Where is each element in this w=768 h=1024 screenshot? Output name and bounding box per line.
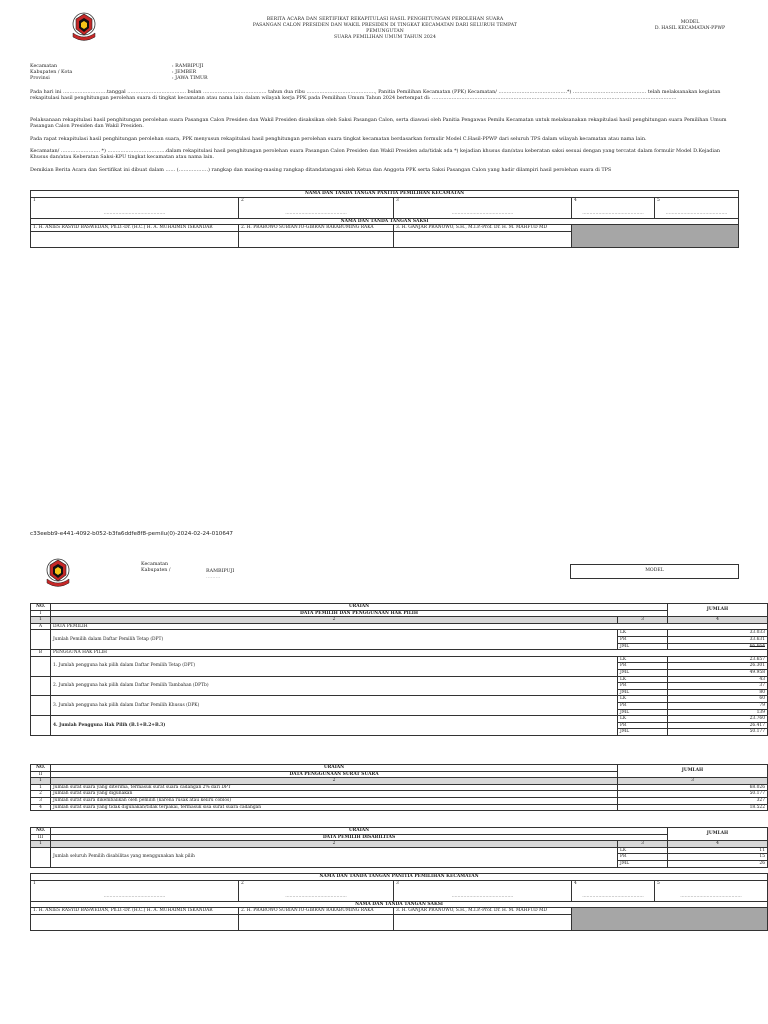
col-index: 2 [51, 841, 618, 848]
row-no: 1 [31, 784, 51, 791]
empty-cell [31, 676, 51, 696]
row-no: 3 [31, 797, 51, 804]
saksi-name: 1. H. ANIES RASYID BASWEDAN, Ph.D.-Dr. (H.C.) H. A. MUHAIMIN ISKANDAR [31, 908, 239, 915]
empty-cell [31, 656, 51, 676]
value: 139 [668, 709, 768, 716]
model-line: D. HASIL KECAMATAN-PPWP [654, 26, 726, 31]
value-key: PR [618, 722, 668, 729]
ppk-sign-cell [572, 197, 655, 218]
row-code: A [31, 623, 51, 630]
info-label: Provinsi [30, 76, 50, 81]
saksi-name: 3. H. GANJAR PRANOWO, S.H., M.I.P.-Prof. Dr. H. M. MAHFUD MD [394, 225, 572, 232]
col-jumlah: JUMLAH [668, 828, 768, 841]
value-key: JML [618, 860, 668, 867]
model-line: MODEL [680, 20, 700, 25]
kecamatan-value: RAMBIPUJI [206, 569, 235, 574]
document-title [240, 17, 530, 41]
saksi-name: 2. H. PRABOWO SUBIANTO-GIBRAN RAKABUMING RAKA [239, 225, 394, 232]
value-key: LK [618, 676, 668, 683]
row-group-title: DATA PEMILIH [51, 623, 768, 630]
value: 26 [668, 860, 768, 867]
info-value: : JAWA TIMUR [172, 76, 208, 81]
paragraph: Demikian Berita Acara dan Sertifikat ini dibuat dalam …… (………………) rangkap dan masing-masing rangkap ditandatangani oleh Ketua dan Anggota PPK serta Saksi Pasangan Calon yang hadir dilampiri hasil perolehan suara di TPS [30, 167, 612, 173]
value: 50.177 [668, 729, 768, 736]
row-code: B [31, 650, 51, 657]
col-uraian: URAIAN [51, 765, 618, 772]
value: 50.177 [618, 791, 768, 798]
info-label: Kecamatan [141, 562, 169, 567]
sign-number: 5 [657, 197, 660, 203]
sign-dots: …………………………………… [680, 894, 742, 899]
col-no: NO. [31, 828, 51, 835]
sign-dots: …………………………………… [451, 211, 514, 216]
model-label [640, 20, 740, 32]
value-key: LK [618, 847, 668, 854]
value: 26.301 [668, 663, 768, 670]
table-data-pemilih [30, 603, 767, 736]
info-label: Kabupaten / [141, 568, 171, 573]
row-label: Jumlah surat suara yang tidak digunakan/tidak terpakai, termasuk sisa surat suara cadangan [51, 804, 618, 811]
kabupaten-value: ……… [206, 575, 221, 580]
sign-dots: …………………………………… [103, 894, 166, 899]
row-label: 1. Jumlah pengguna hak pilih dalam Daftar Pemilih Tetap (DPT) [51, 656, 618, 676]
paragraph: Pelaksanaan rekapitulasi hasil penghitungan perolehan suara Pasangan Calon Presiden dan Wakil Presiden disaksikan oleh Saksi Pasangan Calon, serta diawasi oleh Panitia Pengawas Pemilu Kecamatan untuk melaksanakan rekapitulasi hasil penghitungan suara Pemilihan Umum Pasangan Calon Presiden dan Wakil Presiden. [30, 117, 727, 130]
ppk-sign-cell [394, 880, 572, 901]
col-index: 2 [51, 778, 618, 785]
col-index: 1 [31, 778, 51, 785]
ppk-sign-cell [394, 197, 572, 218]
col-index: 1 [31, 841, 51, 848]
sign-dots: …………………………………… [103, 211, 166, 216]
value: 80 [668, 689, 768, 696]
section-roman: I [31, 610, 51, 617]
col-index: 1 [31, 617, 51, 624]
sign-number: 3 [396, 880, 399, 886]
col-jumlah: JUMLAH [668, 604, 768, 617]
sign-number: 5 [657, 880, 660, 886]
sign-dots: …………………………………… [451, 894, 514, 899]
saksi-name: 2. H. PRABOWO SUBIANTO-GIBRAN RAKABUMING RAKA [239, 908, 394, 915]
saksi-header: NAMA DAN TANDA TANGAN SAKSI [31, 218, 739, 225]
value-key: JML [618, 729, 668, 736]
value-key: LK [618, 656, 668, 663]
value-key: PR [618, 683, 668, 690]
col-no: NO. [31, 604, 51, 611]
col-uraian: URAIAN [51, 604, 668, 611]
sign-dots: …………………………………… [285, 211, 347, 216]
kpu-logo [44, 557, 72, 589]
saksi-sign-cell [31, 231, 239, 247]
value-key: JML [618, 669, 668, 676]
col-jumlah: JUMLAH [618, 765, 768, 778]
location-info [30, 64, 430, 82]
saksi-name: 1. H. ANIES RASYID BASWEDAN, Ph.D.-Dr. (H.C.) H. A. MUHAIMIN ISKANDAR [31, 225, 239, 232]
saksi-sign-cell [239, 231, 394, 247]
value-key: PR [618, 636, 668, 643]
info-row [30, 76, 430, 82]
sign-dots: …………………………………… [285, 894, 347, 899]
row-label: 4. Jumlah Pengguna Hak Pilih (B.1+B.2+B.3) [51, 716, 618, 736]
kpu-logo [70, 11, 98, 43]
empty-cell [31, 716, 51, 736]
blank-gray-cell [572, 225, 739, 248]
model-box: MODEL [570, 564, 739, 579]
empty-cell [31, 630, 51, 650]
paragraph: Kecamatan/ …………………… *) ………………………………dalam rekapitulasi hasil penghitungan perolehan suara Pasangan Calon Presiden dan Wakil Presiden ada/tidak ada *) kejadian khusus dan/atau keberatan saksi sesuai dengan yang tercatat dalam formulir Model D.Kejadian Khusus dan/atau Keberatan Saksi-KPU tingkat kecamatan atau nama lain. [30, 148, 721, 161]
location-info-2 [141, 562, 341, 574]
ppk-sign-cell [239, 197, 394, 218]
section-title: DATA PEMILIH DISABILITAS [51, 834, 668, 841]
section-roman: II [31, 771, 51, 778]
section-title: DATA PENGGUNAAN SURAT SUARA [51, 771, 618, 778]
sign-dots: …………………………………… [582, 894, 644, 899]
saksi-name: 3. H. GANJAR PRANOWO, S.H., M.I.P.-Prof. Dr. H. M. MAHFUD MD [394, 908, 572, 915]
document-id: c33eebb9-e441-4092-b052-b3fa6ddfe8f8-pemilu(0)-2024-02-24-010647 [30, 531, 233, 537]
value: 33.631 [668, 636, 768, 643]
value: 43 [668, 676, 768, 683]
col-index: 3 [618, 778, 768, 785]
ppk-header: NAMA DAN TANDA TANGAN PANITIA PEMILIHAN KECAMATAN [31, 874, 768, 881]
saksi-sign-cell [239, 914, 394, 930]
value: 26.417 [668, 722, 768, 729]
sign-number: 4 [574, 197, 577, 203]
paragraph: Pada rapat rekapitulasi hasil penghitungan perolehan suara, PPK menyusun rekapitulasi hasil penghitungan perolehan suara tingkat kecamatan berdasarkan formulir Model C.Hasil-PPWP dari seluruh TPS dalam wilayah kecamatan atau nama lain. [30, 136, 647, 142]
value: 37 [668, 683, 768, 690]
sign-dots: …………………………………… [665, 211, 728, 216]
col-index: 3 [618, 841, 668, 848]
row-label: Jumlah seluruh Pemilih disabilitas yang menggunakan hak pilih [51, 847, 618, 867]
info-value: : JEMBER [172, 70, 197, 75]
empty-cell [31, 696, 51, 716]
value: 68.026 [618, 784, 768, 791]
ppk-sign-cell [655, 880, 768, 901]
sign-number: 3 [396, 197, 399, 203]
col-index: 3 [618, 617, 668, 624]
row-label: Jumlah surat suara dikembalikan oleh pemilih (karena rusak atau keliru coblos) [51, 797, 618, 804]
value-key: LK [618, 716, 668, 723]
value-key: PR [618, 702, 668, 709]
section-title: DATA PEMILIH DAN PENGGUNAAN HAK PILIH [51, 610, 668, 617]
row-label: Jumlah Pemilih dalam Daftar Pemilih Tetap (DPT) [51, 630, 618, 650]
value-key: JML [618, 689, 668, 696]
saksi-sign-cell [394, 231, 572, 247]
ppk-sign-cell [31, 880, 239, 901]
info-row [141, 568, 341, 574]
value: 327 [618, 797, 768, 804]
value: 15 [668, 854, 768, 861]
value: 23.657 [668, 656, 768, 663]
sign-number: 4 [574, 880, 577, 886]
saksi-header: NAMA DAN TANDA TANGAN SAKSI [31, 901, 768, 908]
value-key: JML [618, 709, 668, 716]
info-label: Kabupaten / Kota [30, 70, 73, 75]
ppk-sign-cell [31, 197, 239, 218]
sign-number: 1 [33, 880, 36, 886]
blank-gray-cell [572, 908, 768, 931]
ppk-sign-cell [239, 880, 394, 901]
row-no: 4 [31, 804, 51, 811]
sign-dots: …………………………………… [582, 211, 644, 216]
value: 23.760 [668, 716, 768, 723]
paragraph: Pada hari ini ………………………tanggal ……………………………… bulan ………………………………… tahun dua ribu ……………………………………, Panitia Pemilihan Kecamatan (PPK) Kecamatan/ ……………………………………*) ……………………………………… telah melaksanakan kegiatan rekapitulasi hasil penghitungan perolehan suara di tingkat kecamatan atau nama lain dalam wilayah kerja PPK pada Pemilihan Umum Tahun 2024 bertempat di: …………………………………………………………………………………………………………………………………… [30, 89, 721, 102]
saksi-sign-cell [394, 914, 572, 930]
value-key: LK [618, 630, 668, 637]
ppk-sign-cell [572, 880, 655, 901]
info-value: : RAMBIPUJI [172, 64, 204, 69]
col-no: NO. [31, 765, 51, 772]
signature-table-2 [30, 873, 767, 931]
table-disabilitas [30, 827, 767, 868]
value: 18.522 [618, 804, 768, 811]
row-label: 2. Jumlah pengguna hak pilih dalam Daftar Pemilih Tambahan (DPTb) [51, 676, 618, 696]
ppk-sign-cell [655, 197, 739, 218]
section-roman: III [31, 834, 51, 841]
row-no: 2 [31, 791, 51, 798]
table-surat-suara [30, 764, 767, 811]
value-key: PR [618, 854, 668, 861]
row-group-title: PENGGUNA HAK PILIH [51, 650, 768, 657]
col-index: 4 [668, 841, 768, 848]
value: 11 [668, 847, 768, 854]
row-label: Jumlah surat suara yang diterima, termasuk surat suara cadangan 2% dari DPT [51, 784, 618, 791]
value: 49.958 [668, 669, 768, 676]
sign-number: 1 [33, 197, 36, 203]
col-uraian: URAIAN [51, 828, 668, 835]
sign-number: 2 [241, 197, 244, 203]
sign-number: 2 [241, 880, 244, 886]
value: 33.033 [668, 630, 768, 637]
title-line: PASANGAN CALON PRESIDEN DAN WAKIL PRESIDEN DI TINGKAT KECAMATAN DARI SELURUH TEMPAT PEMUNGUTAN [252, 23, 518, 34]
value: 60 [668, 696, 768, 703]
value: 66.664 [668, 643, 768, 650]
value: 79 [668, 702, 768, 709]
signature-table [30, 190, 738, 248]
value-key: LK [618, 696, 668, 703]
value-key: PR [618, 663, 668, 670]
ppk-header: NAMA DAN TANDA TANGAN PANITIA PEMILIHAN KECAMATAN [31, 191, 739, 198]
empty-cell [31, 847, 51, 867]
row-label: Jumlah surat suara yang digunakan [51, 791, 618, 798]
title-line: BERITA ACARA DAN SERTIFIKAT REKAPITULASI HASIL PENGHITUNGAN PEROLEHAN SUARA [266, 17, 504, 22]
saksi-sign-cell [31, 914, 239, 930]
value-key: JML [618, 643, 668, 650]
col-index: 4 [668, 617, 768, 624]
col-index: 2 [51, 617, 618, 624]
row-label: 3. Jumlah pengguna hak pilih dalam Daftar Pemilih Khusus (DPK) [51, 696, 618, 716]
title-line: SUARA PEMILIHAN UMUM TAHUN 2024 [334, 35, 436, 40]
info-label: Kecamatan [30, 64, 58, 69]
